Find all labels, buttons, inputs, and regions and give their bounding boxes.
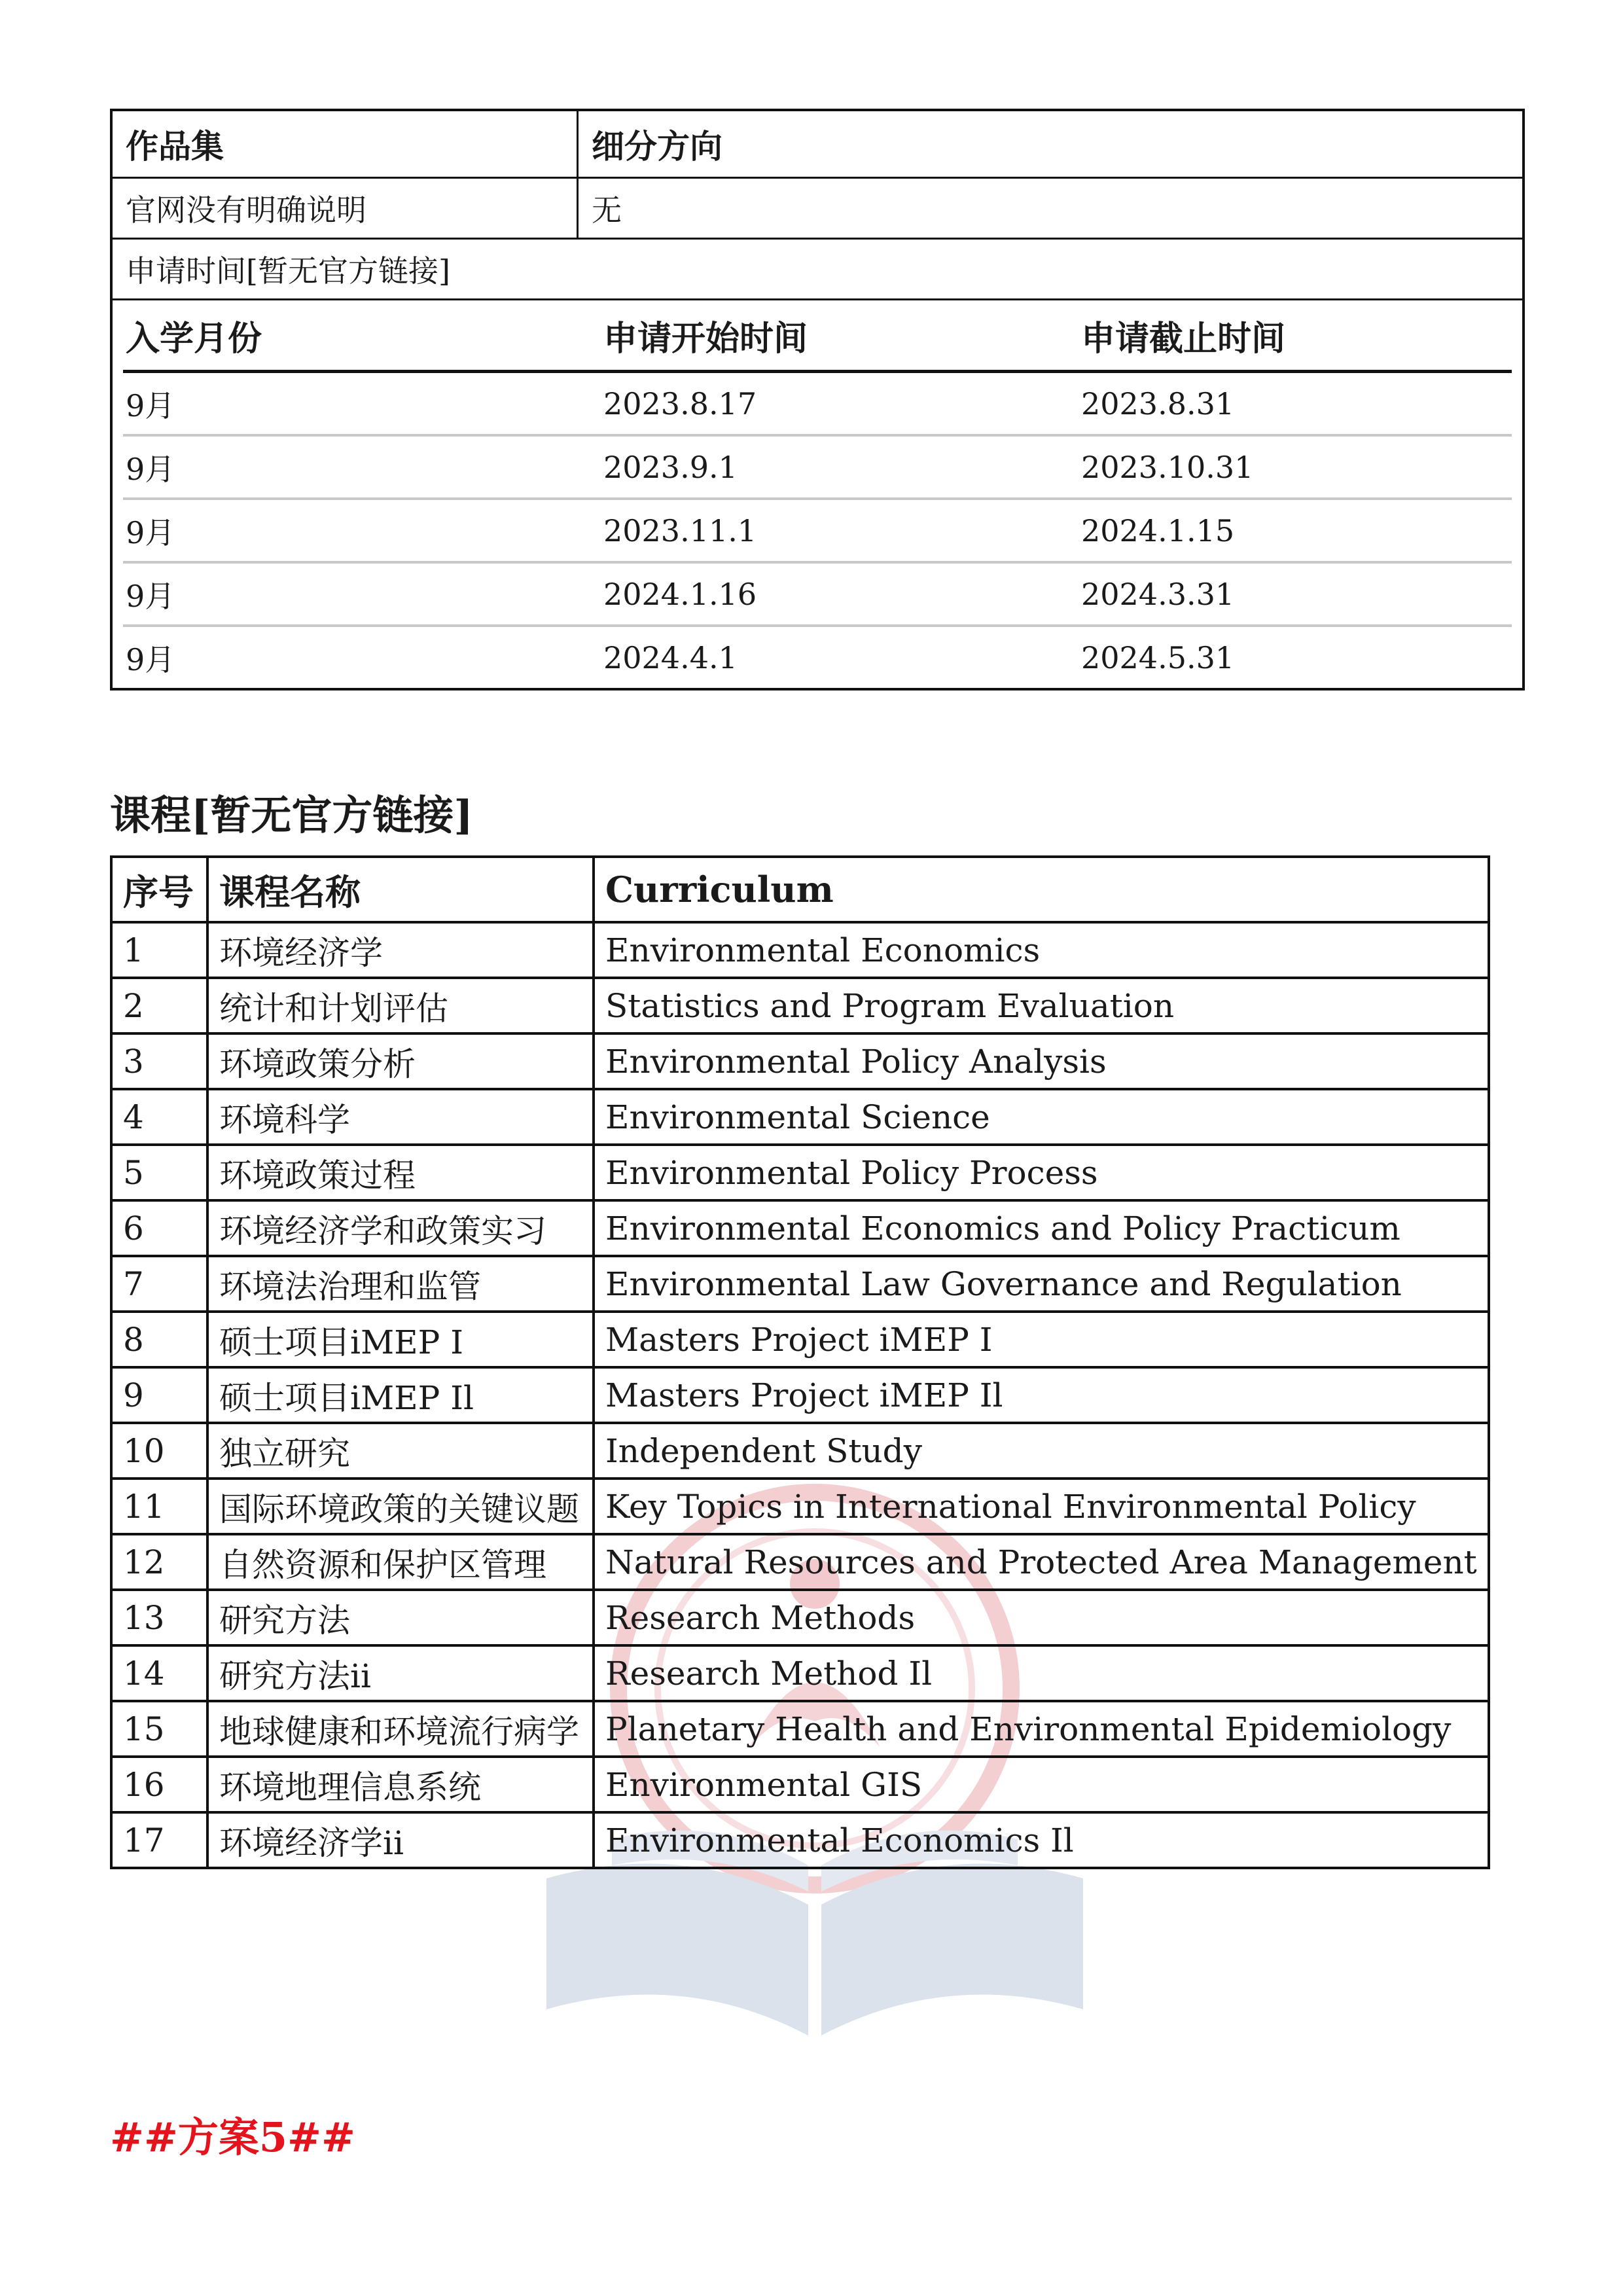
table-row: [111, 1479, 1489, 1534]
table-row: [111, 1701, 1489, 1757]
course-index: 1: [111, 922, 207, 978]
info-table: [110, 109, 1525, 691]
deadline: 2024.1.15: [1081, 512, 1235, 548]
table-row: [111, 1256, 1489, 1312]
course-index: 6: [111, 1200, 207, 1256]
application-time-title: 申请时间[暂无官方链接]: [113, 240, 1522, 300]
intake-month: 9月: [126, 641, 175, 677]
course-index: 2: [111, 978, 207, 1033]
application-row: [123, 373, 1512, 437]
application-time-table: [113, 300, 1522, 688]
info-header-row: [113, 111, 1522, 179]
application-row: [123, 627, 1512, 688]
course-index: 16: [111, 1757, 207, 1812]
course-name-cn: 研究方法: [207, 1590, 594, 1645]
application-row: [123, 437, 1512, 500]
course-name-cn: 硕士项目iMEP I: [207, 1312, 594, 1367]
table-row: [111, 1200, 1489, 1256]
start-date-header: 申请开始时间: [603, 318, 808, 359]
course-name-en: Independent Study: [594, 1423, 1489, 1479]
course-name-cn: 环境经济学ii: [207, 1812, 594, 1868]
course-name-header: 课程名称: [207, 857, 594, 922]
course-name-en: Environmental GIS: [594, 1757, 1489, 1812]
course-name-en: Environmental Law Governance and Regulation: [594, 1256, 1489, 1312]
course-name-en: Planetary Health and Environmental Epidemiology: [594, 1701, 1489, 1757]
deadline: 2024.3.31: [1081, 576, 1235, 612]
intake-month: 9月: [126, 387, 175, 423]
course-name-en: Masters Project iMEP I: [594, 1312, 1489, 1367]
course-index: 13: [111, 1590, 207, 1645]
table-row: [111, 1812, 1489, 1868]
course-name-cn: 环境政策过程: [207, 1145, 594, 1200]
table-row: [111, 1033, 1489, 1089]
courses-header-row: [111, 857, 1489, 922]
direction-value: 无: [592, 192, 622, 228]
course-index: 4: [111, 1089, 207, 1145]
table-row: [111, 978, 1489, 1033]
portfolio-header: 作品集: [113, 111, 579, 177]
application-header-row: [123, 300, 1512, 373]
deadline: 2023.8.31: [1081, 386, 1235, 422]
course-name-cn: 环境政策分析: [207, 1033, 594, 1089]
course-name-en: Masters Project iMEP Il: [594, 1367, 1489, 1423]
intake-month: 9月: [126, 451, 175, 487]
intake-month-header: 入学月份: [126, 318, 262, 359]
course-index: 15: [111, 1701, 207, 1757]
start-date: 2023.9.1: [603, 449, 738, 485]
course-index: 11: [111, 1479, 207, 1534]
course-name-en: Environmental Science: [594, 1089, 1489, 1145]
course-name-cn: 独立研究: [207, 1423, 594, 1479]
courses-table: [110, 855, 1490, 1869]
course-index: 3: [111, 1033, 207, 1089]
table-row: [111, 922, 1489, 978]
application-row: [123, 564, 1512, 627]
portfolio-value: 官网没有明确说明: [113, 179, 579, 238]
courses-section-title: 课程[暂无官方链接]: [110, 791, 473, 839]
course-name-en: Research Method Il: [594, 1645, 1489, 1701]
course-name-cn: 国际环境政策的关键议题: [207, 1479, 594, 1534]
course-index: 10: [111, 1423, 207, 1479]
deadline: 2024.5.31: [1081, 639, 1235, 675]
table-row: [111, 1145, 1489, 1200]
course-name-cn: 环境经济学: [207, 922, 594, 978]
course-name-en: Environmental Economics and Policy Practicum: [594, 1200, 1489, 1256]
course-name-cn: 环境科学: [207, 1089, 594, 1145]
curriculum-header: Curriculum: [594, 857, 1489, 922]
course-name-cn: 环境地理信息系统: [207, 1757, 594, 1812]
start-date: 2023.11.1: [603, 512, 757, 548]
table-row: [111, 1757, 1489, 1812]
table-row: [111, 1089, 1489, 1145]
course-index: 5: [111, 1145, 207, 1200]
course-name-en: Environmental Economics Il: [594, 1812, 1489, 1868]
course-index: 14: [111, 1645, 207, 1701]
plan-label: ##方案5##: [110, 2113, 355, 2161]
intake-month: 9月: [126, 578, 175, 614]
start-date: 2023.8.17: [603, 386, 757, 422]
course-name-cn: 统计和计划评估: [207, 978, 594, 1033]
start-date: 2024.1.16: [603, 576, 757, 612]
course-index: 9: [111, 1367, 207, 1423]
course-index: 12: [111, 1534, 207, 1590]
course-index: 7: [111, 1256, 207, 1312]
course-name-en: Environmental Economics: [594, 922, 1489, 978]
course-name-cn: 环境法治理和监管: [207, 1256, 594, 1312]
table-row: [111, 1423, 1489, 1479]
course-name-en: Key Topics in International Environmental Policy: [594, 1479, 1489, 1534]
course-name-cn: 地球健康和环境流行病学: [207, 1701, 594, 1757]
start-date: 2024.4.1: [603, 639, 738, 675]
course-name-en: Environmental Policy Analysis: [594, 1033, 1489, 1089]
course-name-cn: 环境经济学和政策实习: [207, 1200, 594, 1256]
table-row: [111, 1367, 1489, 1423]
deadline: 2023.10.31: [1081, 449, 1254, 485]
course-name-en: Environmental Policy Process: [594, 1145, 1489, 1200]
course-name-cn: 研究方法ii: [207, 1645, 594, 1701]
course-index: 17: [111, 1812, 207, 1868]
direction-header: 细分方向: [592, 127, 722, 166]
deadline-header: 申请截止时间: [1081, 318, 1286, 359]
course-name-en: Natural Resources and Protected Area Management: [594, 1534, 1489, 1590]
course-index: 8: [111, 1312, 207, 1367]
table-row: [111, 1312, 1489, 1367]
table-row: [111, 1645, 1489, 1701]
application-row: [123, 500, 1512, 564]
intake-month: 9月: [126, 514, 175, 550]
table-row: [111, 1590, 1489, 1645]
index-header: 序号: [111, 857, 207, 922]
info-value-row: [113, 179, 1522, 240]
course-name-cn: 硕士项目iMEP Il: [207, 1367, 594, 1423]
course-name-en: Statistics and Program Evaluation: [594, 978, 1489, 1033]
table-row: [111, 1534, 1489, 1590]
course-name-en: Research Methods: [594, 1590, 1489, 1645]
course-name-cn: 自然资源和保护区管理: [207, 1534, 594, 1590]
